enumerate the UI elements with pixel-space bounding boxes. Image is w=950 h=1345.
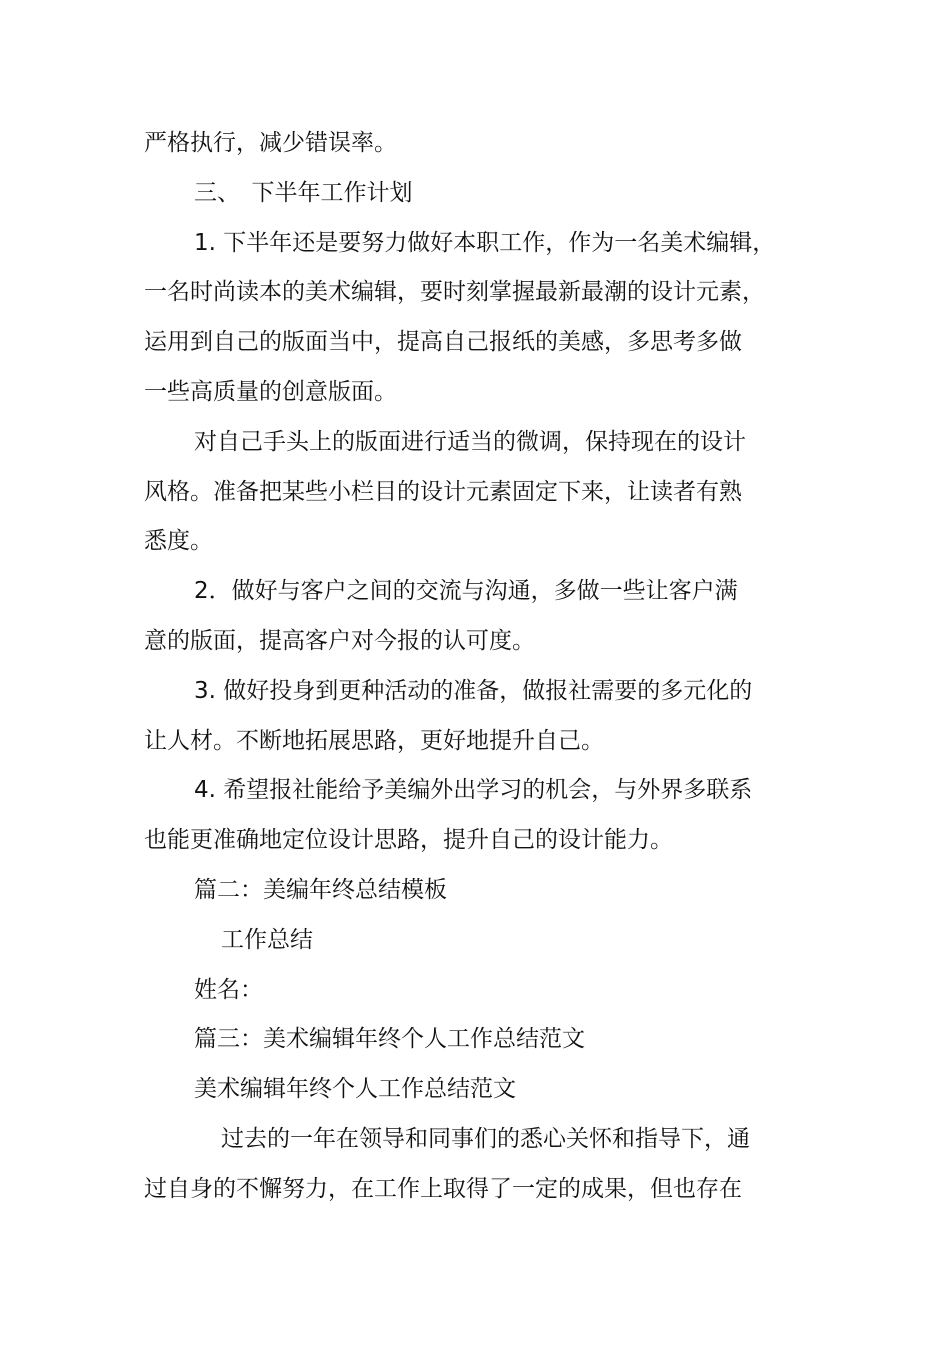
text-line: 一些高质量的创意版面。 [144, 379, 397, 405]
text-line: 1. 下半年还是要努力做好本职工作，作为一名美术编辑， [194, 230, 776, 256]
section-heading: 三、 下半年工作计划 [194, 180, 413, 206]
text-line: 姓名： [194, 977, 263, 1003]
text-line: 4. 希望报社能给予美编外出学习的机会，与外界多联系 [194, 777, 753, 803]
text-line: 运用到自己的版面当中，提高自己报纸的美感，多思考多做 [144, 329, 742, 355]
text-line: 工作总结 [221, 927, 313, 953]
text-line: 3. 做好投身到更种活动的准备，做报社需要的多元化的 [194, 678, 753, 704]
text-line: 一名时尚读本的美术编辑，要时刻掌握最新最潮的设计元素， [144, 279, 765, 305]
text-line: 也能更准确地定位设计思路，提升自己的设计能力。 [144, 827, 673, 853]
text-line: 风格。准备把某些小栏目的设计元素固定下来，让读者有熟 [144, 479, 742, 505]
section-heading: 篇三：美术编辑年终个人工作总结范文 [194, 1026, 585, 1052]
section-heading: 篇二：美编年终总结模板 [194, 877, 447, 903]
text-line: 悉度。 [144, 528, 213, 554]
text-line: 2．做好与客户之间的交流与沟通，多做一些让客户满 [194, 578, 738, 604]
text-line: 过自身的不懈努力，在工作上取得了一定的成果，但也存在 [144, 1176, 742, 1202]
section-title: 美术编辑年终个人工作总结范文 [194, 1076, 516, 1102]
text-line: 严格执行，减少错误率。 [144, 130, 397, 156]
text-line: 对自己手头上的版面进行适当的微调，保持现在的设计 [194, 429, 746, 455]
text-line: 意的版面，提高客户对今报的认可度。 [144, 628, 535, 654]
text-line: 让人材。不断地拓展思路，更好地提升自己。 [144, 728, 604, 754]
text-line: 过去的一年在领导和同事们的悉心关怀和指导下，通 [221, 1126, 750, 1152]
